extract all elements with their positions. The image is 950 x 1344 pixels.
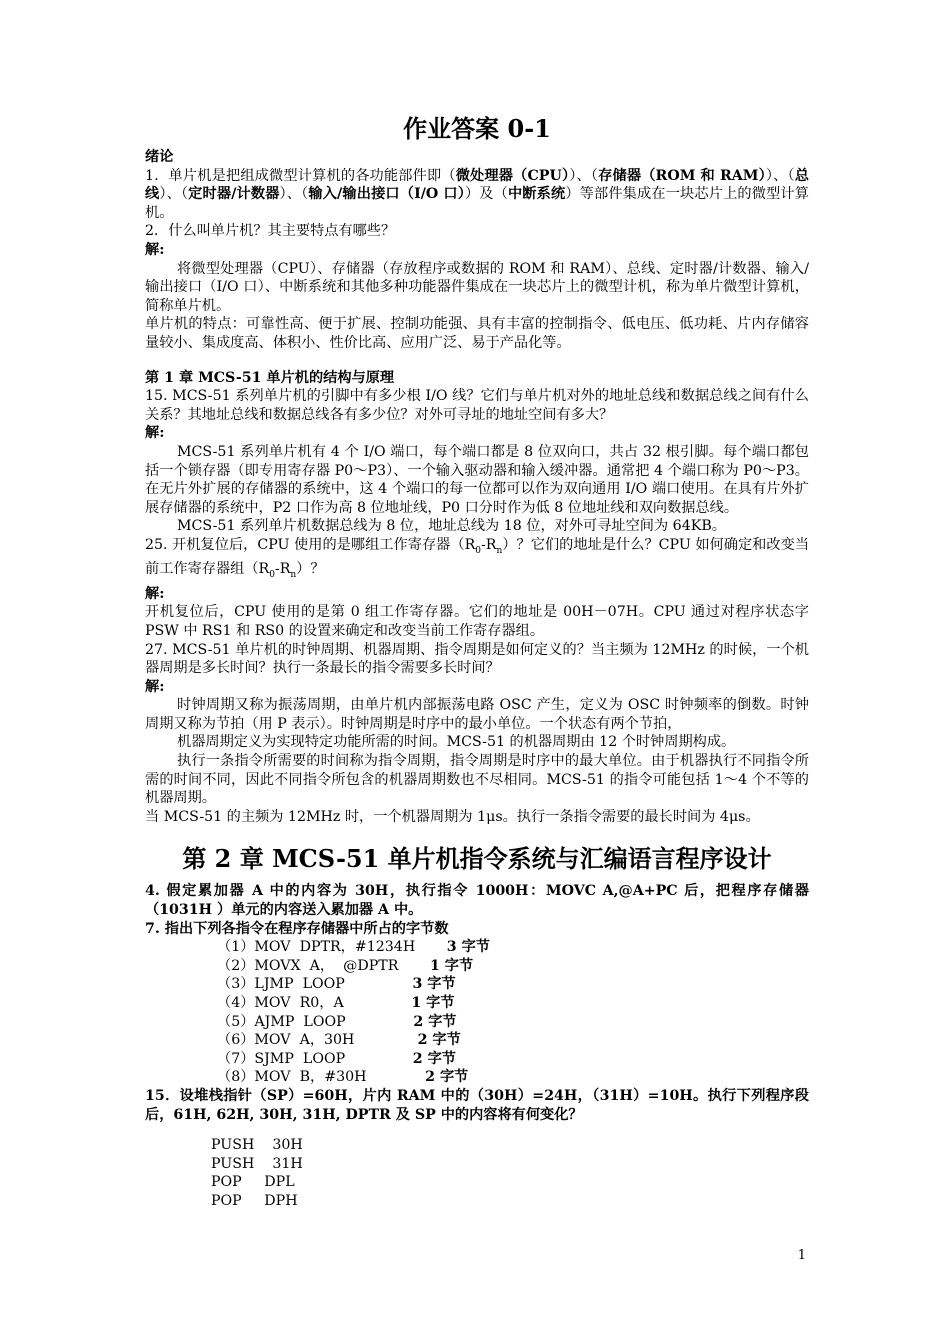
answer-label: 解: [145, 585, 165, 602]
instruction-bytes: 1 字节 [411, 995, 455, 1011]
code-line: POP DPL [211, 1174, 295, 1191]
answer-label: 解: [145, 241, 165, 258]
ch1-a25: 开机复位后，CPU 使用的是第 0 组工作寄存器。它们的地址是 00H－07H。CPU 通过对程序状态字 PSW 中 RS1 和 RS0 的设置来确定和改变当前工作寄存器组。 [145, 604, 809, 639]
instruction-bytes: 3 字节 [412, 976, 456, 993]
instruction-text: （8）MOV B，#30H [217, 1069, 426, 1086]
code-line: POP DPH [211, 1192, 298, 1209]
intro-q2: 2．什么叫单片机？其主要特点有哪些？ [145, 223, 396, 240]
instruction-text: （5）AJMP LOOP [217, 1013, 414, 1030]
answer-label: 解: [145, 425, 165, 442]
instruction-bytes: 2 字节 [417, 1032, 461, 1049]
instruction-bytes: 2 字节 [413, 1013, 457, 1030]
instruction-row [145, 957, 809, 976]
ch1-a27-p1: 时钟周期又称为振荡周期，由单片机内部振荡电路 OSC 产生，定义为 OSC 时钟频率的倒数。时钟周期又称为节拍（用 P 表示）。时钟周期是时序中的最小单位。一个状态有两个节拍， [145, 697, 809, 732]
instruction-row [145, 975, 809, 994]
code-block [145, 1136, 809, 1210]
instruction-row [145, 938, 809, 957]
ch2-q15: 15．设堆栈指针（SP）=60H，片内 RAM 中的（30H）=24H，（31H）=10H。执行下列程序段后，61H, 62H, 30H, 31H, DPTR 及 SP 中的内容将有何变化？ [145, 1087, 809, 1123]
ch1-a27-p4: 当 MCS-51 的主频为 12MHz 时，一个机器周期为 1μs。执行一条指令需要的最长时间为 4μs。 [145, 808, 760, 825]
code-line: PUSH 30H [211, 1137, 303, 1154]
intro-heading: 绪论 [145, 149, 174, 165]
instruction-text: （7）SJMP LOOP [217, 1050, 413, 1067]
instruction-row [145, 1050, 809, 1069]
instruction-bytes: 1 字节 [429, 957, 474, 974]
ch2-heading: 第 2 章 MCS-51 单片机指令系统与汇编语言程序设计 [182, 844, 772, 874]
ch2-q7: 7. 指出下列各指令在程序存储器中所占的字节数 [145, 920, 449, 937]
ch1-a15-p1: MCS-51 系列单片机有 4 个 I/O 端口，每个端口都是 8 位双向口，共占 32 根引脚。每个端口都包括一个锁存器（即专用寄存器 P0～P3）、一个输入驱动器和输入缓冲器。通常把 4 个端口称为 P0～P3。在无片外扩展的存储器的系统中，这 4 个端口的每一位都可以作为双向通用 I/O 端口使用。在具有片外扩展存储器的系统中，P2 口作为高 8 位地址线，P0 口分时作为低 8 位地址线和双向数据总线。 [145, 443, 809, 516]
ch1-q15: 15. MCS-51 系列单片机的引脚中有多少根 I/O 线？它们与单片机对外的地址总线和数据总线之间有什么关系？其地址总线和数据总线各有多少位？对外可寻址的地址空间有多大？ [145, 388, 809, 423]
document-title: 作业答案 0-1 [403, 114, 551, 143]
instruction-text: （6）MOV A，30H [217, 1032, 418, 1049]
ch1-a15-p2: MCS-51 系列单片机数据总线为 8 位，地址总线为 18 位，对外可寻址空间为 64KB。 [177, 518, 726, 535]
intro-a2-p1: 将微型处理器（CPU）、存储器（存放程序或数据的 ROM 和 RAM）、总线、定时器/计数器、输入/输出接口（I/O 口）、中断系统和其他多种功能器件集成在一块芯片上的微型计机，称为单片微型计算机，简称单片机。 [145, 260, 809, 314]
instruction-text: （2）MOVX A， @DPTR [217, 957, 430, 974]
instruction-bytes: 2 字节 [412, 1050, 456, 1067]
instruction-row [145, 1068, 809, 1087]
instruction-text: （3）LJMP LOOP [217, 976, 413, 993]
intro-q1: 1．单片机是把组成微型计算机的各功能部件即（微处理器（CPU））、（存储器（ROM 和 RAM））、（总线）、（定时器/计数器）、（输入/输出接口（I/O 口））及（中断系统）等部件集成在一块芯片上的微型计算机。 [145, 167, 809, 221]
instruction-text: （4）MOV R0，A [217, 995, 412, 1011]
code-line: PUSH 31H [211, 1155, 303, 1172]
intro-a2-p2: 单片机的特点：可靠性高、便于扩展、控制功能强、具有丰富的控制指令、低电压、低功耗、片内存储容量较小、集成度高、体积小、性价比高、应用广泛、易于产品化等。 [145, 316, 809, 351]
instruction-row [145, 1013, 809, 1032]
ch1-a27-p2: 机器周期定义为实现特定功能所需的时间。MCS-51 的机器周期由 12 个时钟周期构成。 [177, 734, 736, 751]
answer-label: 解: [145, 678, 165, 695]
ch1-q25: 25. 开机复位后，CPU 使用的是哪组工作寄存器$(R_0-R_n)$？它们的地址是什么？CPU 如何确定和改变当前工作寄存器组$(R_0-R_n)$？ [145, 536, 810, 581]
ch1-heading: 第 1 章 MCS-51 单片机的结构与原理 [145, 369, 395, 386]
instruction-row [145, 994, 809, 1013]
ch1-q27: 27. MCS-51 单片机的时钟周期、机器周期、指令周期是如何定义的？当主频为 12MHz 的时候，一个机器周期是多长时间？执行一条最长的指令需要多长时间？ [145, 641, 809, 677]
document-page [145, 112, 809, 1211]
ch2-q4: 4. 假定累加器 A 中的内容为 30H，执行指令 1000H：MOVC A,@A+PC 后，把程序存储器（1031H ）单元的内容送入累加器 A 中。 [145, 883, 809, 919]
instruction-list [145, 938, 809, 1087]
instruction-bytes: 3 字节 [446, 939, 490, 956]
instruction-text: （1）MOV DPTR，#1234H [217, 939, 447, 956]
page-number: 1 [797, 1248, 806, 1263]
instruction-bytes: 2 字节 [425, 1069, 469, 1086]
instruction-row [145, 1031, 809, 1050]
ch1-a27-p3: 执行一条指令所需要的时间称为指令周期，指令周期是时序中的最大单位。由于机器执行不同指令所需的时间不同，因此不同指令所包含的机器周期数也不尽相同。MCS-51 的指令可能包括 1～4 个不等的机器周期。 [145, 753, 809, 807]
